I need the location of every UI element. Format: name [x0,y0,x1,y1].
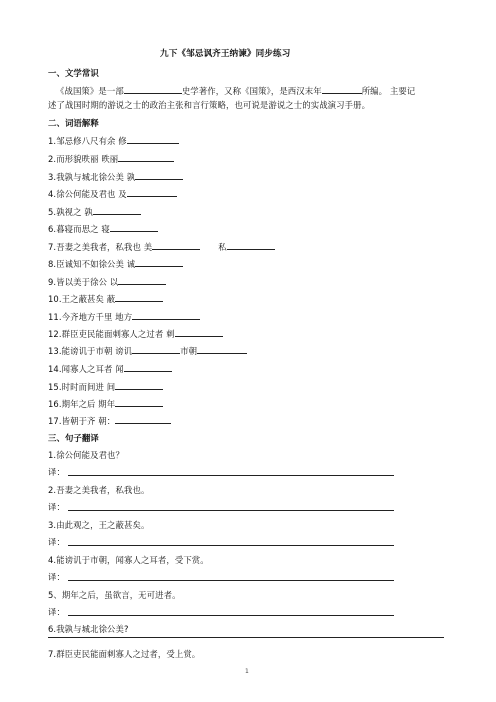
fill-blank[interactable] [115,397,163,407]
fill-blank[interactable] [115,380,163,390]
literature-text-b: 史学著作，又称《国策》，是西汉末年 [181,86,322,96]
fill-blank[interactable] [135,170,183,180]
fill-blank[interactable] [322,84,362,94]
fill-blank[interactable] [118,152,174,162]
vocab-prompt: 3.我孰与城北徐公美 孰 [48,172,136,182]
vocab-prompt: 6.暮寝而思之 寝 [48,224,110,234]
vocab-item [48,257,183,270]
vocab-prompt: 17.皆朝于齐 朝： [48,416,116,426]
vocab-prompt: 15.时时而间进 间 [48,382,116,392]
vocab-item [48,205,141,218]
translation-label: 译： [48,467,65,477]
translation-sentence: 4.能谤讥于市朝，闻寡人之耳者，受下赏。 [48,555,209,565]
vocab-item [48,222,158,235]
vocab-item [48,152,174,165]
translation-answer-line[interactable] [68,580,394,581]
translation-sentence: 7.群臣吏民能面刺寡人之过者，受上赏。 [48,649,201,659]
page-number: 1 [245,668,249,675]
fill-blank[interactable] [93,205,141,215]
page-title: 九下《邹忌讽齐王纳谏》同步练习 [160,49,291,59]
literature-text-a: 《战国策》是一部 [56,86,124,96]
translation-sentence: 3.由此观之，王之蔽甚矣。 [48,520,150,530]
vocab-prompt: 12.群臣吏民能面刺寡人之过者 刺 [48,329,175,339]
vocab-item [48,414,171,427]
vocab-prompt: 9.皆以美于徐公 以 [48,277,119,287]
translation-answer-line[interactable] [68,545,394,546]
translation-label: 译： [48,537,65,547]
vocab-item [48,292,163,305]
vocab-prompt: 1.邹忌修八尺有余 修 [48,136,127,146]
translation-label: 译： [48,502,65,512]
vocab-prompt: 4.徐公何能及君也 及 [48,189,127,199]
translation-sentence: 6.我孰与城北徐公美? [48,624,129,634]
vocab-prompt: 5.孰视之 孰 [48,207,93,217]
fill-blank[interactable] [175,327,223,337]
vocab-prompt: 10.王之蔽甚矣 蔽 [48,294,116,304]
vocab-prompt: 13.能谤讥于市朝 谤讥 [48,346,133,356]
translation-label: 译： [48,572,65,582]
fill-blank[interactable] [152,240,200,250]
vocab-prompt: 16.期年之后 期年 [48,399,116,409]
fill-blank[interactable] [227,240,275,250]
fill-blank[interactable] [127,134,179,144]
vocab-prompt: 8.臣诚知不如徐公美 诚 [48,259,136,269]
vocab-prompt: 14.闻寡人之耳者 闻 [48,364,124,374]
vocab-item [48,275,166,288]
translation-answer-line[interactable] [68,615,394,616]
fill-blank[interactable] [115,292,163,302]
vocab-item [48,380,163,393]
translation-label: 译： [48,607,65,617]
translation-sentence: 2.吾妻之美我者，私我也。 [48,485,150,495]
literature-text-line2: 述了战国时期的游说之士的政治主张和言行策略，也可说是游说之士的实战演习手册。 [48,100,371,110]
fill-blank[interactable] [115,414,171,424]
literature-question [56,84,415,97]
translation-answer-line[interactable] [68,475,394,476]
literature-text-c: 所编。 主要记 [361,86,416,96]
vocab-item [48,362,172,375]
vocab-item [48,327,223,340]
fill-blank[interactable] [197,344,247,354]
fill-blank[interactable] [124,362,172,372]
vocab-item [48,187,177,200]
translation-answer-line[interactable] [48,637,444,638]
vocab-prompt: 2.而形貌昳丽 昳丽 [48,154,119,164]
fill-blank[interactable] [124,84,182,94]
section-heading-translation: 三、句子翻译 [48,433,99,443]
fill-blank[interactable] [135,257,183,267]
translation-sentence: 5、期年之后，虽欲言，无可进者。 [48,590,181,600]
vocab-item [48,344,247,357]
fill-blank[interactable] [127,187,177,197]
vocab-extra: 市朝 [180,346,198,356]
section-heading-vocab: 二、词语解释 [48,118,99,128]
translation-sentence: 1.徐公何能及君也？ [48,450,124,460]
vocab-item [48,240,275,253]
vocab-prompt: 7.吾妻之美我者，私我也 美 [48,242,153,252]
vocab-prompt: 11.今齐地方千里 地方 [48,312,133,322]
vocab-item [48,397,163,410]
translation-answer-line[interactable] [68,510,394,511]
fill-blank[interactable] [132,310,200,320]
fill-blank[interactable] [110,222,158,232]
fill-blank[interactable] [118,275,166,285]
vocab-extra: 私 [218,242,227,252]
fill-blank[interactable] [132,344,180,354]
vocab-item [48,134,179,147]
vocab-item [48,170,183,183]
section-heading-literature: 一、文学常识 [48,68,99,78]
vocab-item [48,310,200,323]
